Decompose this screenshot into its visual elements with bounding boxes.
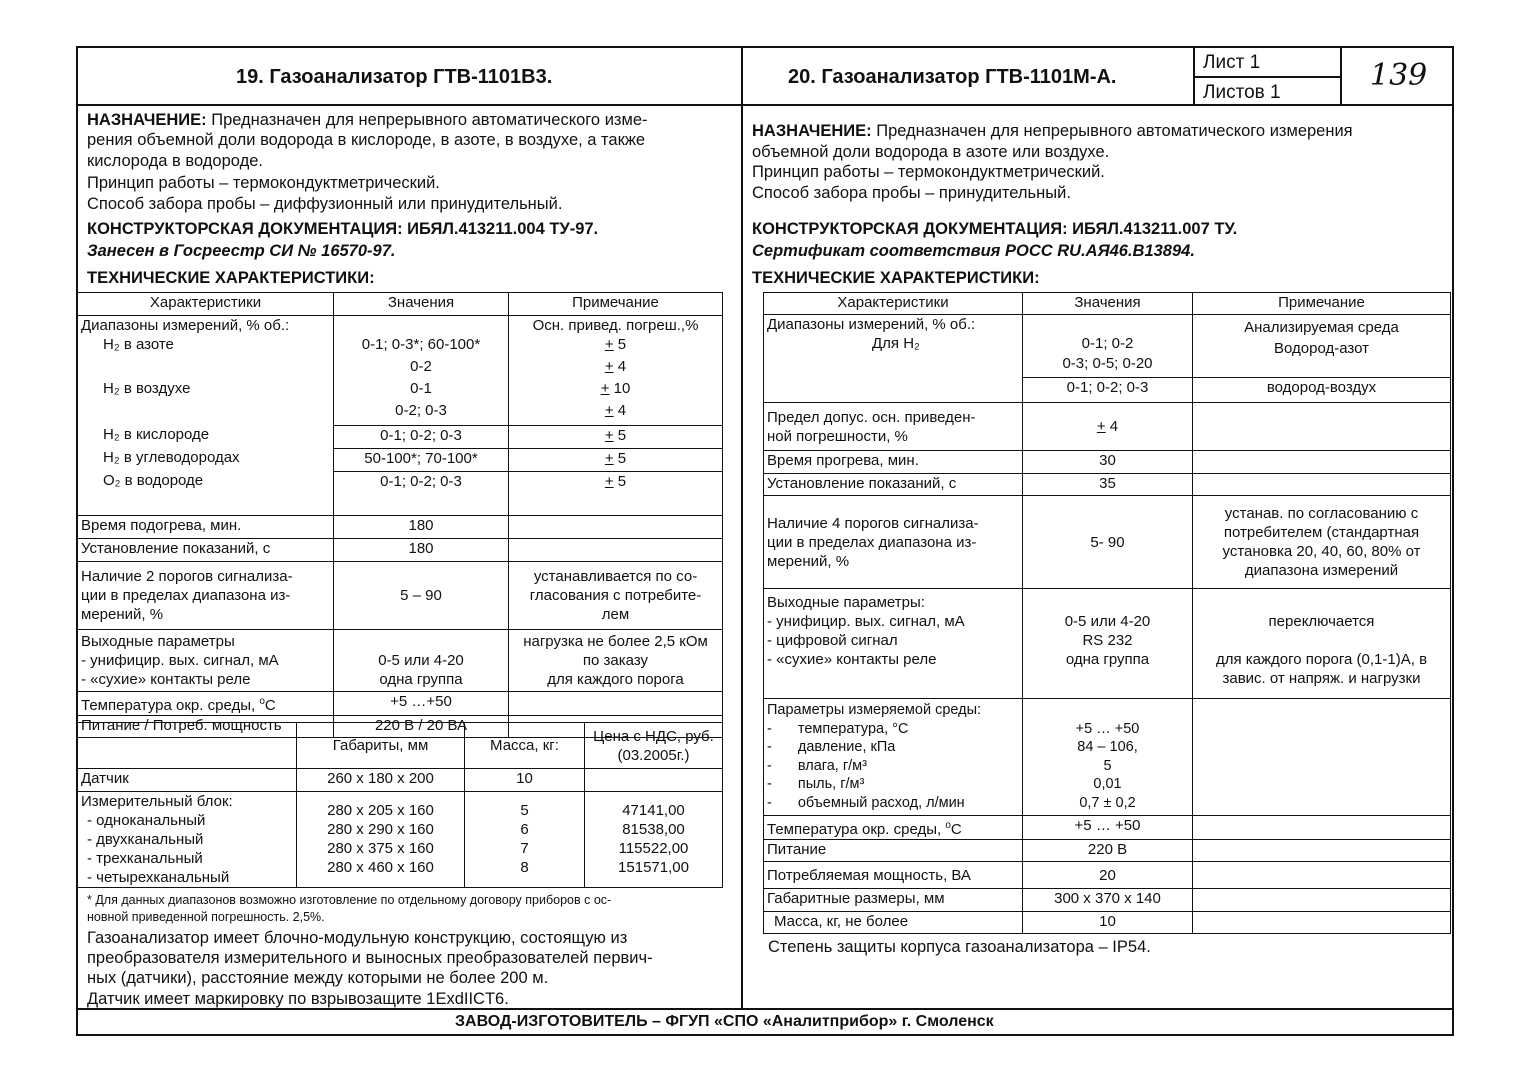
sensor-label: Датчик <box>78 769 297 792</box>
ranges-cell: Диапазоны измерений, % об.: Для H₂ <box>764 315 1023 403</box>
thresh-note: устанавливается по со- гласования с потребите- лем <box>509 562 723 630</box>
params-note <box>1193 699 1451 816</box>
error-value: 10 <box>613 380 631 397</box>
range-value: 50-100*; 70-100* <box>334 449 508 472</box>
ranges-notes: Осн. привед. погреш.,% + 5 + 4 + 10 + 4 + 5 + 5 + 5 <box>509 316 723 516</box>
footnote-2: новной приведенной погрешность. 2,5%. <box>87 910 325 924</box>
settle-note <box>509 539 723 562</box>
settle-value: 35 <box>1023 474 1193 496</box>
ranges-cell <box>78 316 334 516</box>
range-value: 0-1 <box>410 380 432 397</box>
dims-corner <box>78 723 297 769</box>
header-divider <box>76 104 1454 106</box>
power-label: Питание <box>764 840 1023 862</box>
purpose-label: НАЗНАЧЕНИЕ: <box>752 122 872 140</box>
block-price: 47141,00 81538,00 115522,00 151571,00 <box>585 792 723 888</box>
right-purpose-2: объемной доли водорода в азоте или воздухе. <box>752 143 1110 161</box>
block-mass: 5 6 7 8 <box>465 792 585 888</box>
mass-note <box>1193 912 1451 934</box>
left-principle: Принцип работы – термокондуктметрический. <box>87 174 440 192</box>
thresh-label: Наличие 2 порогов сигнализа- ции в пределах диапазона из- мерений, % <box>78 562 334 630</box>
temp-label: Температура окр. среды, $^o$С <box>764 816 1023 840</box>
dims-value: 300 х 370 х 140 <box>1023 889 1193 912</box>
power-value: 220 В <box>1023 840 1193 862</box>
error-value: 5 <box>617 336 627 353</box>
settle-value: 180 <box>334 539 509 562</box>
dims-label: Габаритные размеры, мм <box>764 889 1023 912</box>
th-dims: Габариты, мм <box>297 723 465 769</box>
ranges-values: 0-1; 0-2 0-3; 0-5; 0-20 0-1; 0-2; 0-3 <box>1023 315 1193 403</box>
heat-value: 180 <box>334 516 509 539</box>
error-value: 4 <box>617 402 627 419</box>
power-note <box>1193 840 1451 862</box>
left-purpose-3: кислорода в водороде. <box>87 152 263 170</box>
heat-label: Время подогрева, мин. <box>78 516 334 539</box>
error-value: 5 <box>617 427 627 444</box>
th-price: Цена с НДС, руб. (03.2005г.) <box>585 723 723 769</box>
th-mass: Масса, кг: <box>465 723 585 769</box>
consumption-label: Потребляемая мощность, ВА <box>764 862 1023 889</box>
right-sampling: Способ забора пробы – принудительный. <box>752 184 1071 202</box>
warm-note <box>1193 451 1451 474</box>
left-purpose-2: рения объемной доли водорода в кислороде, в азоте, в воздухе, а также <box>87 131 646 149</box>
sensor-dims: 260 х 180 х 200 <box>297 769 465 792</box>
warm-label: Время прогрева, мин. <box>764 451 1023 474</box>
ranges-notes: Анализируемая среда Водород-азот водород-воздух <box>1193 315 1451 403</box>
consumption-note <box>1193 862 1451 889</box>
out-note: переключается для каждого порога (0,1-1)А, в завис. от напряж. и нагрузки <box>1193 589 1451 699</box>
page-number: 139 <box>1370 58 1428 93</box>
power-label: Питание / Потреб. мощность <box>78 716 334 738</box>
out-label: Выходные параметры: - унифицир. вых. сигнал, мА - цифровой сигнал - «сухие» контакты реле <box>764 589 1023 699</box>
extra-2: преобразователя измерительного и выносных преобразователей первич- <box>87 949 653 967</box>
block-dims: 280 х 205 х 160 280 х 290 х 160 280 х 375 х 160 280 х 460 х 160 <box>297 792 465 888</box>
settle-label: Установление показаний, с <box>764 474 1023 496</box>
range-value: 0-1; 0-3*; 60-100* <box>361 336 481 353</box>
ranges-label: Диапазоны измерений, % об.: <box>81 317 290 334</box>
purpose-text: Предназначен для непрерывного автоматического измерения <box>871 122 1353 140</box>
block-labels: Измерительный блок: - одноканальный - двухканальный - трехканальный - четырехканальный <box>78 792 297 888</box>
th-note: Примечание <box>1193 293 1451 315</box>
right-spec-table <box>763 292 1451 934</box>
temp-value: +5 …+50 <box>334 692 509 716</box>
mass-value: 10 <box>1023 912 1193 934</box>
ranges-note: Осн. привед. погреш.,% <box>532 317 699 334</box>
error-value: 4 <box>617 358 627 375</box>
thresh-note: устанав. по согласованию с потребителем (стандартная установка 20, 40, 60, 80% от диапазона измерений <box>1193 496 1451 589</box>
error-value: 5 <box>617 473 627 490</box>
th-note: Примечание <box>509 293 723 316</box>
error-label: Предел допус. осн. приведен- ной погрешности, % <box>764 403 1023 451</box>
sheet-label: Лист 1 <box>1203 52 1261 73</box>
range-value: 0-2 <box>410 358 432 375</box>
left-spec-table <box>77 292 723 738</box>
error-note <box>1193 403 1451 451</box>
settle-label: Установление показаний, с <box>78 539 334 562</box>
error-value: 5 <box>617 450 627 467</box>
range-name: H₂ в кислороде <box>103 426 210 443</box>
thresh-value: 5- 90 <box>1023 496 1193 589</box>
range-name: O₂ в водороде <box>103 472 204 489</box>
th-values: Значения <box>334 293 509 316</box>
column-split <box>741 104 743 1009</box>
range-name: H₂ в углеводородах <box>103 449 240 466</box>
heat-note <box>509 516 723 539</box>
th-characteristics: Характеристики <box>764 293 1023 315</box>
range-value: 0-2; 0-3 <box>334 401 508 426</box>
th-characteristics: Характеристики <box>78 293 334 316</box>
consumption-value: 20 <box>1023 862 1193 889</box>
sensor-price <box>585 769 723 792</box>
right-cert: Сертификат соответствия РОСС RU.АЯ46.В13894. <box>752 242 1195 260</box>
power-value: 220 В / 20 ВА <box>334 716 509 738</box>
th-values: Значения <box>1023 293 1193 315</box>
protection: Степень защиты корпуса газоанализатора – IP54. <box>768 938 1151 956</box>
range-value: 0-1; 0-2; 0-3 <box>334 426 508 449</box>
right-doc: КОНСТРУКТОРСКАЯ ДОКУМЕНТАЦИЯ: ИБЯЛ.413211.007 ТУ. <box>752 220 1238 238</box>
out-values: 0-5 или 4-20 одна группа <box>334 630 509 692</box>
error-value: + 4 <box>1023 403 1193 451</box>
params-values: +5 … +50 84 – 106, 5 0,01 0,7 ± 0,2 <box>1023 699 1193 816</box>
footnote-1: * Для данных диапазонов возможно изготовление по отдельному договору приборов с ос- <box>87 893 612 907</box>
left-dims-table <box>77 722 723 888</box>
settle-note <box>1193 474 1451 496</box>
left-title: 19. Газоанализатор ГТВ-1101В3. <box>236 66 553 88</box>
temp-note <box>509 692 723 716</box>
right-tech-title: ТЕХНИЧЕСКИЕ ХАРАКТЕРИСТИКИ: <box>752 269 1040 287</box>
range-name: H₂ в воздухе <box>103 380 191 397</box>
temp-note <box>1193 816 1451 840</box>
left-sampling: Способ забора пробы – диффузионный или принудительный. <box>87 195 563 213</box>
right-title: 20. Газоанализатор ГТВ-1101М-А. <box>788 66 1117 88</box>
left-doc: КОНСТРУКТОРСКАЯ ДОКУМЕНТАЦИЯ: ИБЯЛ.413211.004 ТУ-97. <box>87 220 599 238</box>
mass-label: Масса, кг, не более <box>764 912 1023 934</box>
left-purpose-1 <box>87 110 647 130</box>
header-split-left <box>741 46 743 106</box>
purpose-text: Предназначен для непрерывного автоматического изме- <box>206 111 648 129</box>
range-name: H₂ в азоте <box>103 336 174 353</box>
extra-1: Газоанализатор имеет блочно-модульную конструкцию, состоящую из <box>87 929 628 947</box>
out-values: 0-5 или 4-20 RS 232 одна группа <box>1023 589 1193 699</box>
temp-label: Температура окр. среды, $^o$С <box>78 692 334 716</box>
right-principle: Принцип работы – термокондуктметрический. <box>752 163 1105 181</box>
sensor-mass: 10 <box>465 769 585 792</box>
ranges-values <box>334 316 509 516</box>
purpose-label: НАЗНАЧЕНИЕ: <box>87 111 207 129</box>
footer-manufacturer: ЗАВОД-ИЗГОТОВИТЕЛЬ – ФГУП «СПО «Аналитприбор» г. Смоленск <box>455 1013 994 1030</box>
extra-3: ных (датчики), расстояние между которыми не более 200 м. <box>87 969 549 987</box>
extra-4: Датчик имеет маркировку по взрывозащите 1ExdIICT6. <box>87 990 509 1008</box>
right-purpose-1 <box>752 121 1353 141</box>
warm-value: 30 <box>1023 451 1193 474</box>
params-label: Параметры измеряемой среды: - температура, °С - давление, кПа - влага, г/м³ - пыль, г/м³ - объемный расход, л/мин <box>764 699 1023 816</box>
sheet-divider <box>1193 76 1341 78</box>
sheets-label: Листов 1 <box>1203 82 1281 103</box>
thresh-value: 5 – 90 <box>334 562 509 630</box>
thresh-label: Наличие 4 порогов сигнализа- ции в пределах диапазона из- мерений, % <box>764 496 1023 589</box>
dims-note <box>1193 889 1451 912</box>
out-note: нагрузка не более 2,5 кОм по заказу для каждого порога <box>509 630 723 692</box>
range-value: 0-1; 0-2; 0-3 <box>380 473 462 490</box>
left-tech-title: ТЕХНИЧЕСКИЕ ХАРАКТЕРИСТИКИ: <box>87 269 375 287</box>
temp-value: +5 … +50 <box>1023 816 1193 840</box>
left-registry: Занесен в Госреестр СИ № 16570-97. <box>87 242 396 260</box>
out-label: Выходные параметры - унифицир. вых. сигнал, мА - «сухие» контакты реле <box>78 630 334 692</box>
